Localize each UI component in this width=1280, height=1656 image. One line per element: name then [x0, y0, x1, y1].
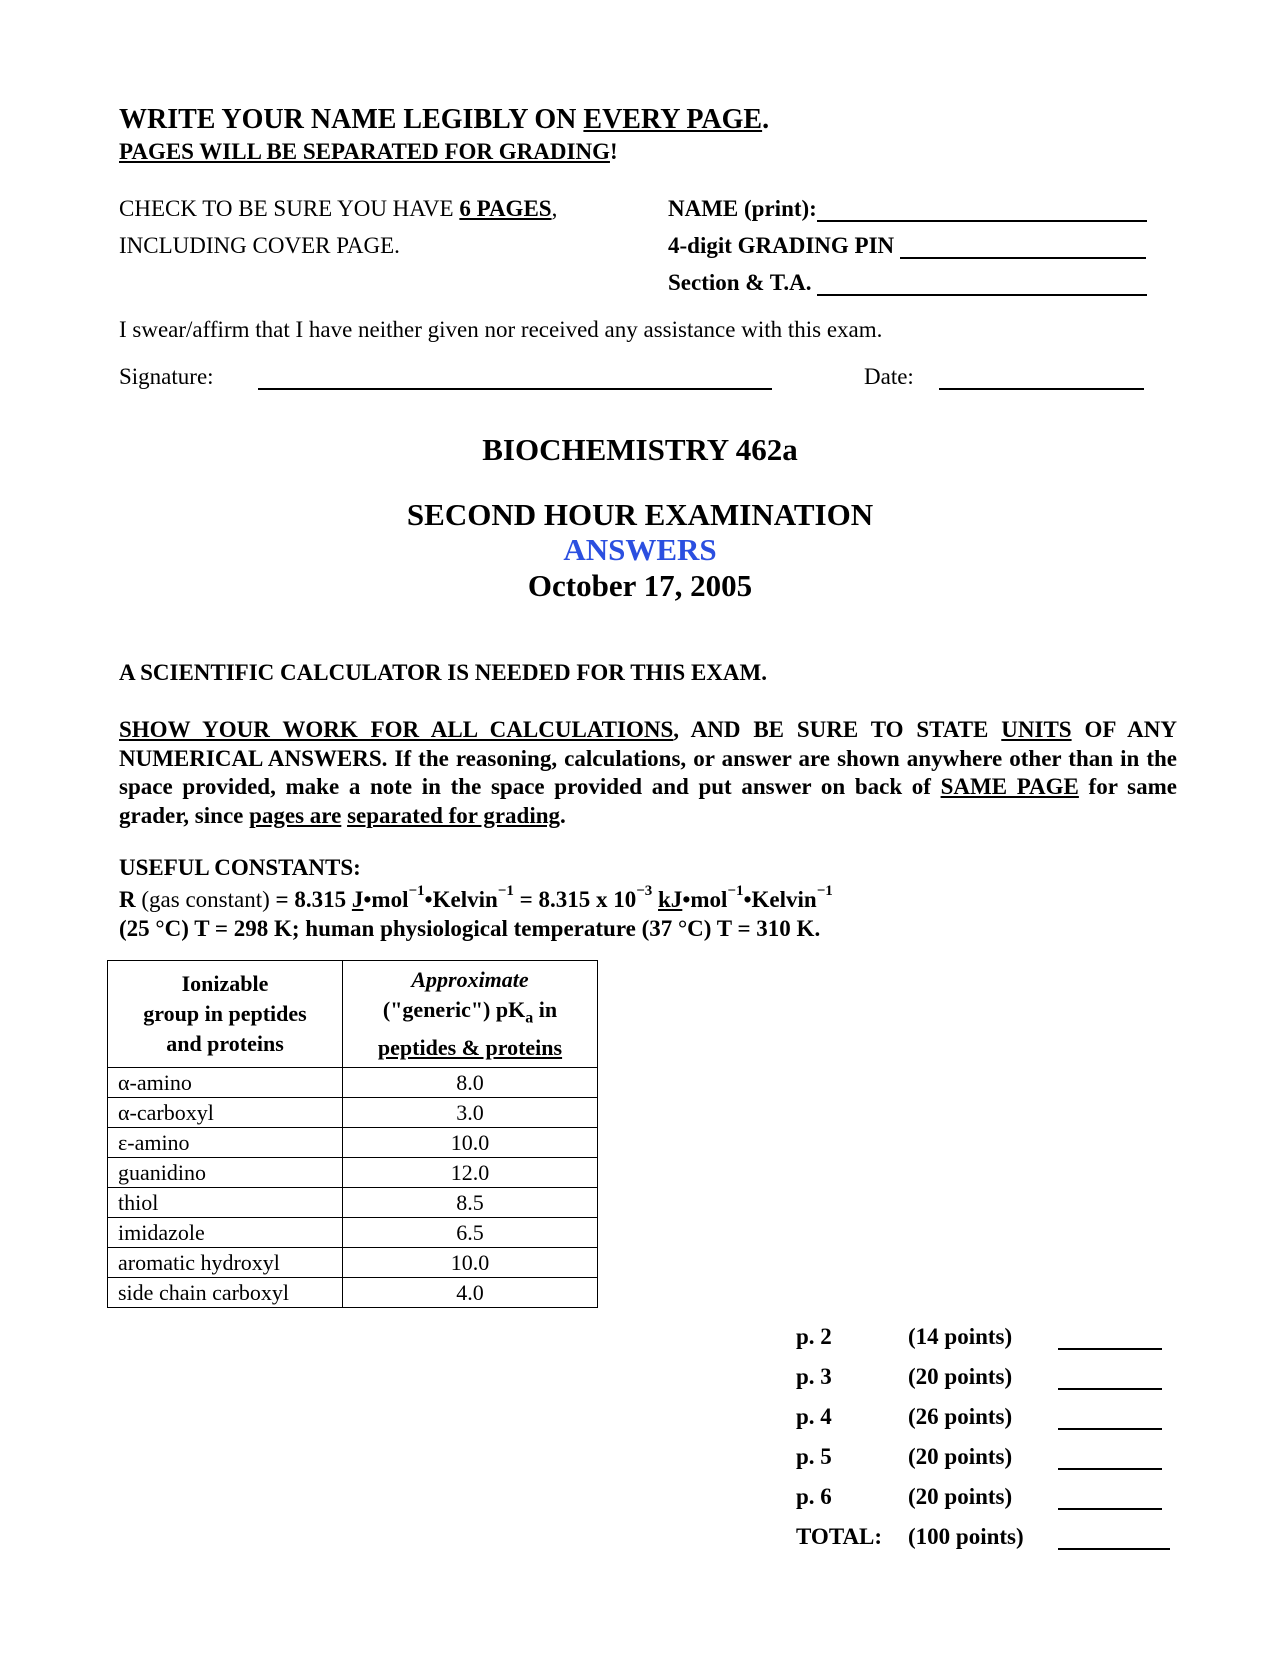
group-cell: side chain carboxyl — [108, 1278, 343, 1308]
affirmation: I swear/affirm that I have neither given nor received any assistance with this exam. — [119, 317, 883, 342]
page-count: 6 PAGES — [459, 196, 552, 221]
name-field — [668, 196, 1147, 222]
score-page: p. 6 — [796, 1484, 832, 1509]
col2-header-subscript: a — [525, 1009, 534, 1027]
table-row — [108, 1248, 598, 1278]
table-row — [108, 1068, 598, 1098]
r-symbol: R — [119, 887, 136, 912]
pka-table — [107, 960, 598, 1308]
group-cell: thiol — [108, 1188, 343, 1218]
pka-cell: 8.5 — [343, 1188, 598, 1218]
table-row — [108, 1128, 598, 1158]
score-points: (20 points) — [908, 1484, 1013, 1509]
same-page-text: SAME PAGE — [940, 774, 1079, 799]
col1-header-line-1: Ionizable — [181, 971, 269, 997]
score-blank[interactable] — [1058, 1328, 1162, 1350]
col2-header-line-3: peptides & proteins — [377, 1035, 563, 1061]
score-row-total — [796, 1510, 1170, 1550]
r-description: (gas constant) — [135, 887, 270, 912]
group-cell: α-amino — [108, 1068, 343, 1098]
show-work-text: SHOW YOUR WORK FOR ALL CALCULATIONS — [119, 717, 674, 742]
r-equals-2: = 8.315 x 10 — [513, 887, 637, 912]
table-row — [108, 1218, 598, 1248]
score-row — [796, 1310, 1170, 1350]
instructions-period: . — [560, 802, 566, 828]
answers-label: ANSWERS — [563, 532, 717, 567]
check-comma: , — [551, 196, 558, 221]
exponent-kelvin-1: −1 — [497, 883, 514, 899]
score-blank[interactable] — [1058, 1528, 1170, 1550]
exponent-mol-1: −1 — [408, 883, 425, 899]
exam-date: October 17, 2005 — [527, 568, 753, 603]
col1-header-line-2: group in peptides — [143, 1001, 307, 1027]
exponent-kelvin-2: −1 — [816, 883, 833, 899]
pka-cell: 3.0 — [343, 1098, 598, 1128]
score-points: (14 points) — [908, 1324, 1013, 1349]
score-blank[interactable] — [1058, 1448, 1162, 1470]
every-page-text: EVERY PAGE — [583, 104, 763, 135]
pka-header — [343, 961, 598, 1068]
header-exclaim: ! — [609, 139, 618, 164]
table-row — [108, 1098, 598, 1128]
score-page: p. 3 — [796, 1364, 832, 1389]
header-line-1 — [119, 104, 769, 136]
units-text: UNITS — [1001, 717, 1072, 742]
score-page: p. 5 — [796, 1444, 832, 1469]
score-blank[interactable] — [1058, 1408, 1162, 1430]
score-row — [796, 1390, 1170, 1430]
joule-unit: J — [351, 887, 364, 912]
separated-for-grading-text: separated for grading — [347, 802, 561, 828]
exam-title: SECOND HOUR EXAMINATION — [406, 497, 874, 532]
pin-field — [668, 233, 1146, 259]
score-page: p. 2 — [796, 1324, 832, 1349]
header-line-1-text: WRITE YOUR NAME LEGIBLY ON — [119, 104, 584, 135]
section-input-line[interactable] — [817, 272, 1147, 296]
pka-cell: 10.0 — [343, 1248, 598, 1278]
pka-cell: 12.0 — [343, 1158, 598, 1188]
score-blank[interactable] — [1058, 1488, 1162, 1510]
group-cell: aromatic hydroxyl — [108, 1248, 343, 1278]
score-page: p. 4 — [796, 1404, 832, 1429]
separated-warning: PAGES WILL BE SEPARATED FOR GRADING — [119, 139, 610, 164]
col2-header-line-1: Approximate — [411, 967, 529, 992]
score-points: (100 points) — [908, 1524, 1024, 1549]
score-points: (26 points) — [908, 1404, 1013, 1429]
score-blank[interactable] — [1058, 1368, 1162, 1390]
check-pages-text: CHECK TO BE SURE YOU HAVE — [119, 196, 460, 221]
score-points: (20 points) — [908, 1444, 1013, 1469]
constants-heading: USEFUL CONSTANTS: — [119, 855, 361, 880]
instructions — [119, 716, 1177, 830]
mol-unit-2: •mol — [682, 887, 728, 912]
score-page: TOTAL: — [796, 1524, 883, 1549]
mol-unit-1: •mol — [363, 887, 409, 912]
pka-cell: 10.0 — [343, 1128, 598, 1158]
including-cover-line: INCLUDING COVER PAGE. — [119, 233, 400, 258]
pin-label: 4-digit GRADING PIN — [668, 233, 895, 258]
score-tally — [796, 1310, 1170, 1550]
table-row — [108, 1188, 598, 1218]
header-line-2 — [119, 139, 618, 165]
col2-header-generic: ("generic") pK — [382, 997, 526, 1022]
exponent-neg3: −3 — [636, 883, 653, 899]
group-cell: α-carboxyl — [108, 1098, 343, 1128]
table-row — [108, 1278, 598, 1308]
kelvin-unit-1: •Kelvin — [424, 887, 498, 912]
signature-line[interactable] — [258, 366, 772, 390]
exponent-mol-2: −1 — [727, 883, 744, 899]
instructions-text-2: OF ANY NUMERICAL ANSWERS. If the reasoning, calculations, or answer are shown anywhere other than in the space provided, make a note in the space provided and put answer on back of — [119, 717, 1177, 799]
pages-are-text: pages are — [249, 802, 342, 828]
col2-header-line-2 — [349, 995, 591, 1033]
date-label: Date: — [864, 364, 914, 389]
calculator-note: A SCIENTIFIC CALCULATOR IS NEEDED FOR THIS EXAM. — [119, 660, 767, 685]
section-field — [668, 270, 1147, 296]
pka-table-header-row — [108, 961, 598, 1068]
pka-cell: 8.0 — [343, 1068, 598, 1098]
group-cell: imidazole — [108, 1218, 343, 1248]
score-row — [796, 1470, 1170, 1510]
score-row — [796, 1430, 1170, 1470]
gas-constant-line — [119, 883, 833, 913]
name-label: NAME (print): — [668, 196, 817, 221]
pin-input-line[interactable] — [900, 235, 1146, 259]
instructions-text-3: for same grader, since — [119, 774, 1177, 828]
signature-label: Signature: — [119, 364, 214, 389]
date-line[interactable] — [939, 366, 1144, 390]
name-input-line[interactable] — [817, 198, 1147, 222]
course-title: BIOCHEMISTRY 462a — [482, 432, 798, 467]
pka-cell: 4.0 — [343, 1278, 598, 1308]
section-label: Section & T.A. — [668, 270, 812, 295]
temperature-line: (25 °C) T = 298 K; human physiological temperature (37 °C) T = 310 K. — [119, 916, 821, 941]
header-period: . — [762, 104, 770, 135]
ionizable-group-header — [108, 961, 343, 1068]
pka-cell: 6.5 — [343, 1218, 598, 1248]
table-row — [108, 1158, 598, 1188]
r-equals-1: = 8.315 — [269, 887, 352, 912]
col2-header-in: in — [533, 997, 558, 1022]
kilojoule-unit: kJ — [658, 887, 683, 912]
col1-header-line-3: and proteins — [166, 1031, 284, 1057]
score-row — [796, 1350, 1170, 1390]
kelvin-unit-2: •Kelvin — [743, 887, 817, 912]
instructions-text-1: , AND BE SURE TO STATE — [673, 717, 1002, 742]
group-cell: ε-amino — [108, 1128, 343, 1158]
check-pages-line — [119, 196, 557, 222]
score-points: (20 points) — [908, 1364, 1013, 1389]
group-cell: guanidino — [108, 1158, 343, 1188]
